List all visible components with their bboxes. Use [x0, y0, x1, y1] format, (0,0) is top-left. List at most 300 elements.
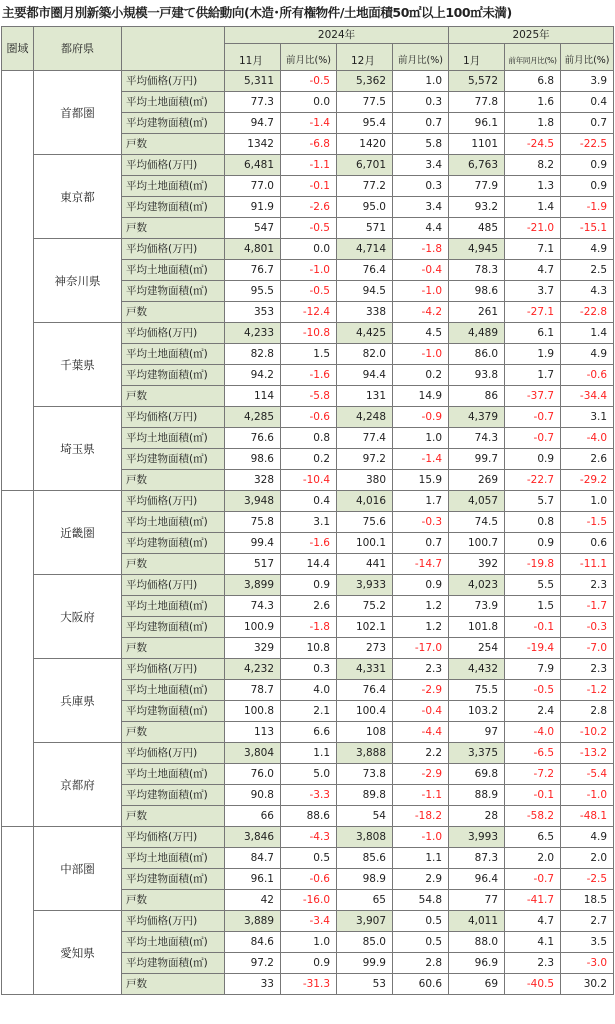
value-cell: 114	[225, 386, 281, 407]
value-cell: 0.9	[505, 449, 561, 470]
value-cell: -1.1	[393, 785, 449, 806]
value-cell: 4,945	[449, 239, 505, 260]
value-cell: 5,572	[449, 71, 505, 92]
value-cell: 87.3	[449, 848, 505, 869]
value-cell: 1.6	[505, 92, 561, 113]
value-cell: 4.7	[505, 260, 561, 281]
value-cell: -2.9	[393, 680, 449, 701]
value-cell: -1.1	[281, 155, 337, 176]
table-row	[2, 827, 614, 848]
metric-label: 平均土地面積(㎡)	[122, 764, 225, 785]
value-cell: 0.5	[281, 848, 337, 869]
value-cell: -2.6	[281, 197, 337, 218]
value-cell: 5,311	[225, 71, 281, 92]
value-cell: 3.9	[561, 71, 614, 92]
value-cell: 95.5	[225, 281, 281, 302]
value-cell: 95.4	[337, 113, 393, 134]
value-cell: 517	[225, 554, 281, 575]
month-header-jan: 1月	[449, 44, 505, 71]
value-cell: 60.6	[393, 974, 449, 995]
table-row	[2, 155, 614, 176]
value-cell: 441	[337, 554, 393, 575]
value-cell: 1342	[225, 134, 281, 155]
change-header-dec: 前月比(%)	[393, 44, 449, 71]
value-cell: 77.2	[337, 176, 393, 197]
pref-col-header: 都府県	[34, 27, 122, 71]
value-cell: 82.0	[337, 344, 393, 365]
value-cell: 2.6	[561, 449, 614, 470]
value-cell: 78.7	[225, 680, 281, 701]
value-cell: 100.8	[225, 701, 281, 722]
value-cell: 100.1	[337, 533, 393, 554]
value-cell: -1.8	[281, 617, 337, 638]
value-cell: 1.7	[505, 365, 561, 386]
year-2024-header: 2024年	[225, 27, 449, 44]
value-cell: 269	[449, 470, 505, 491]
metric-label: 平均土地面積(㎡)	[122, 680, 225, 701]
metric-label: 平均価格(万円)	[122, 743, 225, 764]
value-cell: 0.4	[281, 491, 337, 512]
value-cell: -48.1	[561, 806, 614, 827]
pref-name-cell: 埼玉県	[34, 407, 122, 491]
value-cell: 2.3	[561, 575, 614, 596]
metric-label: 平均土地面積(㎡)	[122, 932, 225, 953]
value-cell: 3,993	[449, 827, 505, 848]
value-cell: 88.6	[281, 806, 337, 827]
value-cell: 1.5	[281, 344, 337, 365]
value-cell: -22.5	[561, 134, 614, 155]
metric-label: 平均価格(万円)	[122, 323, 225, 344]
value-cell: 1.0	[281, 932, 337, 953]
value-cell: -1.0	[393, 827, 449, 848]
value-cell: -37.7	[505, 386, 561, 407]
value-cell: -19.8	[505, 554, 561, 575]
value-cell: 108	[337, 722, 393, 743]
value-cell: 54	[337, 806, 393, 827]
value-cell: 3,808	[337, 827, 393, 848]
value-cell: -1.6	[281, 533, 337, 554]
value-cell: -41.7	[505, 890, 561, 911]
value-cell: 6,701	[337, 155, 393, 176]
value-cell: -12.4	[281, 302, 337, 323]
value-cell: -34.4	[561, 386, 614, 407]
value-cell: 100.9	[225, 617, 281, 638]
pref-name-cell: 首都圏	[34, 71, 122, 155]
value-cell: -0.6	[561, 365, 614, 386]
metric-label: 戸数	[122, 806, 225, 827]
value-cell: 3.5	[561, 932, 614, 953]
value-cell: 6,481	[225, 155, 281, 176]
table-row	[2, 491, 614, 512]
value-cell: 77.8	[449, 92, 505, 113]
value-cell: -18.2	[393, 806, 449, 827]
value-cell: 7.9	[505, 659, 561, 680]
metric-label: 戸数	[122, 386, 225, 407]
value-cell: 4,425	[337, 323, 393, 344]
value-cell: 18.5	[561, 890, 614, 911]
value-cell: 485	[449, 218, 505, 239]
value-cell: 4,379	[449, 407, 505, 428]
value-cell: 99.7	[449, 449, 505, 470]
value-cell: 86	[449, 386, 505, 407]
value-cell: 75.6	[337, 512, 393, 533]
value-cell: 54.8	[393, 890, 449, 911]
value-cell: 0.5	[393, 932, 449, 953]
value-cell: -17.0	[393, 638, 449, 659]
metric-label: 平均価格(万円)	[122, 911, 225, 932]
value-cell: 99.9	[337, 953, 393, 974]
value-cell: 1.0	[561, 491, 614, 512]
value-cell: 89.8	[337, 785, 393, 806]
value-cell: 98.6	[225, 449, 281, 470]
pref-name-cell: 愛知県	[34, 911, 122, 995]
month-header-dec: 12月	[337, 44, 393, 71]
value-cell: 3,899	[225, 575, 281, 596]
value-cell: -0.1	[505, 785, 561, 806]
value-cell: 1.0	[393, 428, 449, 449]
value-cell: 1.4	[561, 323, 614, 344]
value-cell: 1.3	[505, 176, 561, 197]
value-cell: -0.6	[281, 407, 337, 428]
value-cell: 1.0	[393, 71, 449, 92]
value-cell: 0.9	[281, 575, 337, 596]
metric-label: 平均土地面積(㎡)	[122, 92, 225, 113]
value-cell: 98.9	[337, 869, 393, 890]
area-col-header: 圏域	[2, 27, 34, 71]
metric-label: 平均建物面積(㎡)	[122, 365, 225, 386]
value-cell: -0.1	[505, 617, 561, 638]
value-cell: 2.6	[281, 596, 337, 617]
value-cell: -29.2	[561, 470, 614, 491]
value-cell: 0.9	[561, 155, 614, 176]
value-cell: -4.2	[393, 302, 449, 323]
value-cell: -40.5	[505, 974, 561, 995]
value-cell: 65	[337, 890, 393, 911]
value-cell: 94.2	[225, 365, 281, 386]
value-cell: 3.1	[281, 512, 337, 533]
metric-label: 平均土地面積(㎡)	[122, 260, 225, 281]
value-cell: 1.1	[393, 848, 449, 869]
value-cell: 77.9	[449, 176, 505, 197]
value-cell: 2.3	[505, 953, 561, 974]
value-cell: -1.0	[393, 281, 449, 302]
value-cell: -0.7	[505, 428, 561, 449]
value-cell: 3.4	[393, 155, 449, 176]
value-cell: 77	[449, 890, 505, 911]
change-header-jan: 前月比(%)	[561, 44, 614, 71]
value-cell: 74.3	[449, 428, 505, 449]
metric-label: 戸数	[122, 554, 225, 575]
value-cell: 94.4	[337, 365, 393, 386]
value-cell: 82.8	[225, 344, 281, 365]
value-cell: 7.1	[505, 239, 561, 260]
metric-label: 平均土地面積(㎡)	[122, 176, 225, 197]
value-cell: 4,714	[337, 239, 393, 260]
metric-label: 平均土地面積(㎡)	[122, 428, 225, 449]
value-cell: -5.4	[561, 764, 614, 785]
value-cell: 4.5	[393, 323, 449, 344]
month-header-nov: 11月	[225, 44, 281, 71]
pref-name-cell: 兵庫県	[34, 659, 122, 743]
value-cell: -22.7	[505, 470, 561, 491]
value-cell: 66	[225, 806, 281, 827]
metric-label: 戸数	[122, 890, 225, 911]
value-cell: 96.1	[225, 869, 281, 890]
value-cell: 4,011	[449, 911, 505, 932]
value-cell: -22.8	[561, 302, 614, 323]
value-cell: -0.6	[281, 869, 337, 890]
value-cell: 3.7	[505, 281, 561, 302]
value-cell: 3.4	[393, 197, 449, 218]
value-cell: 5,362	[337, 71, 393, 92]
value-cell: 1101	[449, 134, 505, 155]
value-cell: -3.4	[281, 911, 337, 932]
value-cell: 0.3	[393, 92, 449, 113]
value-cell: 73.9	[449, 596, 505, 617]
value-cell: 0.3	[281, 659, 337, 680]
value-cell: -0.1	[281, 176, 337, 197]
value-cell: 2.5	[561, 260, 614, 281]
value-cell: 4.0	[281, 680, 337, 701]
metric-label: 戸数	[122, 638, 225, 659]
value-cell: 14.4	[281, 554, 337, 575]
metric-label: 平均建物面積(㎡)	[122, 197, 225, 218]
value-cell: -0.4	[393, 260, 449, 281]
value-cell: 76.0	[225, 764, 281, 785]
value-cell: -0.5	[505, 680, 561, 701]
value-cell: 4,057	[449, 491, 505, 512]
region-cell	[2, 491, 34, 827]
value-cell: 97	[449, 722, 505, 743]
value-cell: 42	[225, 890, 281, 911]
metric-col-header	[122, 27, 225, 71]
metric-label: 戸数	[122, 974, 225, 995]
value-cell: 4,248	[337, 407, 393, 428]
value-cell: 69	[449, 974, 505, 995]
value-cell: 2.8	[393, 953, 449, 974]
value-cell: 94.5	[337, 281, 393, 302]
table-title: 主要都市圏月別新築小規模一戸建て供給動向(木造･所有権物件/土地面積50㎡以上100㎡未満)	[2, 5, 512, 20]
value-cell: -1.8	[393, 239, 449, 260]
value-cell: 5.5	[505, 575, 561, 596]
value-cell: -0.5	[281, 71, 337, 92]
value-cell: 3,933	[337, 575, 393, 596]
metric-label: 戸数	[122, 722, 225, 743]
table-row	[2, 659, 614, 680]
value-cell: -1.9	[561, 197, 614, 218]
pref-name-cell: 千葉県	[34, 323, 122, 407]
value-cell: 1.2	[393, 596, 449, 617]
value-cell: 99.4	[225, 533, 281, 554]
value-cell: 85.0	[337, 932, 393, 953]
value-cell: 6.8	[505, 71, 561, 92]
value-cell: 0.4	[561, 92, 614, 113]
value-cell: 2.1	[281, 701, 337, 722]
value-cell: 15.9	[393, 470, 449, 491]
value-cell: 0.0	[281, 92, 337, 113]
value-cell: 3,846	[225, 827, 281, 848]
value-cell: -15.1	[561, 218, 614, 239]
value-cell: 4,233	[225, 323, 281, 344]
value-cell: 74.5	[449, 512, 505, 533]
value-cell: 75.8	[225, 512, 281, 533]
metric-label: 平均土地面積(㎡)	[122, 848, 225, 869]
value-cell: 96.1	[449, 113, 505, 134]
value-cell: -2.5	[561, 869, 614, 890]
metric-label: 平均価格(万円)	[122, 491, 225, 512]
value-cell: 88.0	[449, 932, 505, 953]
value-cell: 4,801	[225, 239, 281, 260]
value-cell: 2.3	[561, 659, 614, 680]
metric-label: 平均建物面積(㎡)	[122, 281, 225, 302]
value-cell: -3.0	[561, 953, 614, 974]
value-cell: 90.8	[225, 785, 281, 806]
value-cell: 74.3	[225, 596, 281, 617]
metric-label: 平均建物面積(㎡)	[122, 869, 225, 890]
change-header-nov: 前月比(%)	[281, 44, 337, 71]
value-cell: 53	[337, 974, 393, 995]
value-cell: -4.4	[393, 722, 449, 743]
value-cell: 4,285	[225, 407, 281, 428]
value-cell: 85.6	[337, 848, 393, 869]
value-cell: 76.4	[337, 680, 393, 701]
value-cell: 4,232	[225, 659, 281, 680]
value-cell: 3,888	[337, 743, 393, 764]
value-cell: 95.0	[337, 197, 393, 218]
value-cell: 97.2	[225, 953, 281, 974]
value-cell: 1.9	[505, 344, 561, 365]
value-cell: -6.8	[281, 134, 337, 155]
value-cell: 0.2	[393, 365, 449, 386]
supply-trend-table	[1, 26, 614, 995]
value-cell: 6.5	[505, 827, 561, 848]
metric-label: 平均価格(万円)	[122, 407, 225, 428]
value-cell: 2.3	[393, 659, 449, 680]
value-cell: -6.5	[505, 743, 561, 764]
value-cell: 571	[337, 218, 393, 239]
metric-label: 平均建物面積(㎡)	[122, 533, 225, 554]
value-cell: 3,804	[225, 743, 281, 764]
value-cell: 0.8	[505, 512, 561, 533]
value-cell: 1420	[337, 134, 393, 155]
metric-label: 平均価格(万円)	[122, 827, 225, 848]
value-cell: 0.7	[393, 533, 449, 554]
value-cell: 4,489	[449, 323, 505, 344]
metric-label: 平均価格(万円)	[122, 575, 225, 596]
metric-label: 平均建物面積(㎡)	[122, 785, 225, 806]
value-cell: -1.0	[281, 260, 337, 281]
value-cell: 1.1	[281, 743, 337, 764]
value-cell: 76.6	[225, 428, 281, 449]
value-cell: -1.2	[561, 680, 614, 701]
value-cell: 91.9	[225, 197, 281, 218]
value-cell: 4,331	[337, 659, 393, 680]
value-cell: 3,889	[225, 911, 281, 932]
value-cell: 0.5	[393, 911, 449, 932]
value-cell: 100.7	[449, 533, 505, 554]
value-cell: 84.6	[225, 932, 281, 953]
value-cell: -1.7	[561, 596, 614, 617]
table-row	[2, 407, 614, 428]
metric-label: 平均価格(万円)	[122, 155, 225, 176]
value-cell: 3,948	[225, 491, 281, 512]
value-cell: -10.8	[281, 323, 337, 344]
value-cell: 6.6	[281, 722, 337, 743]
yoy-header-jan: 前年同月比(%)	[505, 44, 561, 71]
value-cell: 101.8	[449, 617, 505, 638]
pref-name-cell: 神奈川県	[34, 239, 122, 323]
value-cell: 97.2	[337, 449, 393, 470]
value-cell: 4.1	[505, 932, 561, 953]
value-cell: 69.8	[449, 764, 505, 785]
value-cell: 77.3	[225, 92, 281, 113]
value-cell: 328	[225, 470, 281, 491]
value-cell: -31.3	[281, 974, 337, 995]
metric-label: 平均価格(万円)	[122, 659, 225, 680]
value-cell: -21.0	[505, 218, 561, 239]
value-cell: 94.7	[225, 113, 281, 134]
value-cell: 4.7	[505, 911, 561, 932]
value-cell: 103.2	[449, 701, 505, 722]
value-cell: -4.0	[561, 428, 614, 449]
pref-name-cell: 中部圏	[34, 827, 122, 911]
value-cell: 78.3	[449, 260, 505, 281]
value-cell: 96.4	[449, 869, 505, 890]
table-row	[2, 71, 614, 92]
value-cell: 254	[449, 638, 505, 659]
value-cell: 0.8	[281, 428, 337, 449]
value-cell: 2.0	[561, 848, 614, 869]
value-cell: 131	[337, 386, 393, 407]
value-cell: 102.1	[337, 617, 393, 638]
value-cell: 0.9	[561, 176, 614, 197]
value-cell: 2.7	[561, 911, 614, 932]
value-cell: 4.9	[561, 344, 614, 365]
value-cell: 392	[449, 554, 505, 575]
value-cell: -4.3	[281, 827, 337, 848]
value-cell: -1.6	[281, 365, 337, 386]
value-cell: 1.8	[505, 113, 561, 134]
value-cell: 98.6	[449, 281, 505, 302]
metric-label: 戸数	[122, 134, 225, 155]
value-cell: 93.2	[449, 197, 505, 218]
value-cell: -19.4	[505, 638, 561, 659]
value-cell: -1.0	[561, 785, 614, 806]
value-cell: -1.4	[393, 449, 449, 470]
value-cell: -13.2	[561, 743, 614, 764]
value-cell: 0.9	[393, 575, 449, 596]
value-cell: -0.5	[281, 281, 337, 302]
value-cell: 4.9	[561, 827, 614, 848]
metric-label: 平均土地面積(㎡)	[122, 596, 225, 617]
metric-label: 平均建物面積(㎡)	[122, 701, 225, 722]
value-cell: -10.4	[281, 470, 337, 491]
region-cell	[2, 71, 34, 491]
value-cell: 3.1	[561, 407, 614, 428]
value-cell: -11.1	[561, 554, 614, 575]
value-cell: -10.2	[561, 722, 614, 743]
value-cell: 10.8	[281, 638, 337, 659]
value-cell: 0.3	[393, 176, 449, 197]
value-cell: 73.8	[337, 764, 393, 785]
value-cell: 1.5	[505, 596, 561, 617]
value-cell: 4,016	[337, 491, 393, 512]
value-cell: -58.2	[505, 806, 561, 827]
value-cell: 0.9	[281, 953, 337, 974]
value-cell: 6,763	[449, 155, 505, 176]
value-cell: 2.9	[393, 869, 449, 890]
metric-label: 戸数	[122, 302, 225, 323]
